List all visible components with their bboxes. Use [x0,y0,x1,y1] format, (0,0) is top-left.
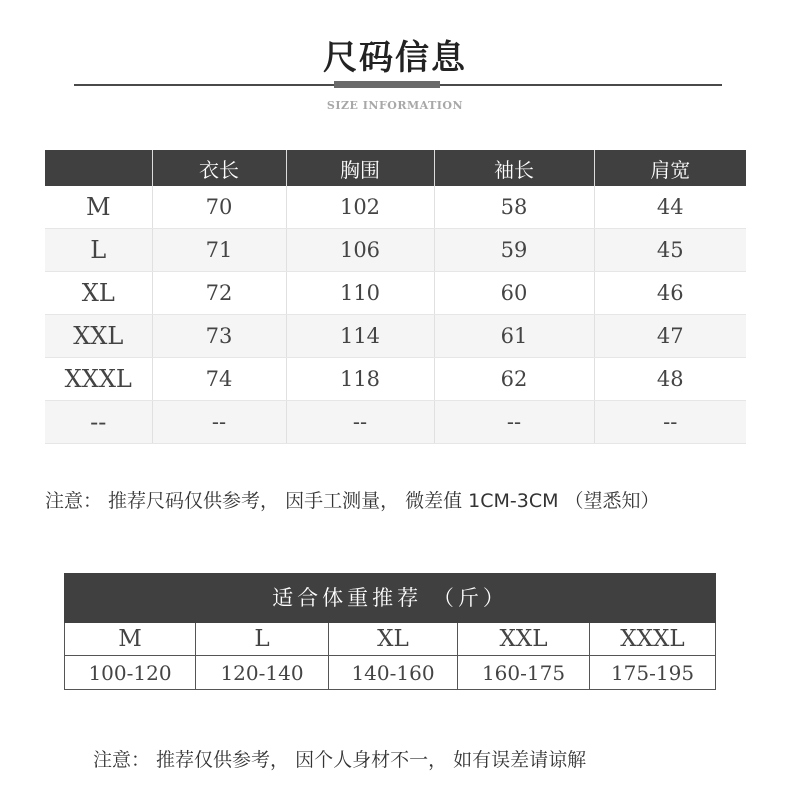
column-header-chest: 胸围 [286,150,434,186]
weight-size-cell: XXL [458,623,590,656]
shoulder-cell: -- [594,401,746,444]
table-row [45,358,746,401]
sleeve-cell: 62 [434,358,594,401]
length-cell: 73 [152,315,286,358]
shoulder-cell: 45 [594,229,746,272]
weight-range-cell: 160-175 [458,656,590,689]
weight-range-cell: 175-195 [610,660,695,685]
weight-size-cell: XXXL [590,623,715,656]
weight-range-cell: 100-120 [65,656,196,689]
weight-table-title: 适合体重推荐 （斤） [64,573,716,623]
sleeve-cell: 58 [434,186,594,229]
size-cell: -- [45,401,152,444]
size-table [45,150,746,444]
table-row [45,186,746,229]
shoulder-cell: 47 [594,315,746,358]
chest-cell: 110 [286,272,434,315]
weight-size-cell: XL [329,623,458,656]
weight-note: 注意： 推荐仅供参考， 因个人身材不一， 如有误差请谅解 [93,749,587,771]
length-cell: 74 [152,358,286,401]
weight-size-cell: M [65,623,196,656]
size-cell: XXXL [45,358,152,401]
column-header-shoulder: 肩宽 [594,150,746,186]
size-cell: M [45,186,152,229]
size-cell: L [45,229,152,272]
weight-range-cell: 140-160 [329,656,458,689]
sleeve-cell: 59 [434,229,594,272]
size-table-header-row [45,150,746,186]
chest-cell: 114 [286,315,434,358]
shoulder-cell: 44 [594,186,746,229]
table-row [45,315,746,358]
shoulder-cell: 48 [594,358,746,401]
table-row [45,401,746,444]
title-divider-accent [334,81,440,88]
sleeve-cell: 60 [434,272,594,315]
table-row [45,229,746,272]
length-cell: -- [152,401,286,444]
weight-size-cell: L [196,623,329,656]
sleeve-cell: -- [434,401,594,444]
size-cell: XL [45,272,152,315]
length-cell: 71 [152,229,286,272]
measurement-note: 注意： 推荐尺码仅供参考， 因手工测量， 微差值 1CM-3CM （望悉知） [45,490,660,512]
page-title: 尺码信息 [323,38,467,78]
column-header-size [45,150,152,186]
weight-range-cell: 120-140 [196,656,329,689]
length-cell: 72 [152,272,286,315]
chest-cell: -- [286,401,434,444]
chest-cell: 102 [286,186,434,229]
sleeve-cell: 61 [434,315,594,358]
length-cell: 70 [152,186,286,229]
column-header-length: 衣长 [152,150,286,186]
chest-cell: 118 [286,358,434,401]
chest-cell: 106 [286,229,434,272]
shoulder-cell: 46 [594,272,746,315]
page-subtitle: SIZE INFORMATION [326,99,464,112]
column-header-sleeve: 袖长 [434,150,594,186]
size-cell: XXL [45,315,152,358]
table-row [45,272,746,315]
weight-table [64,623,716,690]
